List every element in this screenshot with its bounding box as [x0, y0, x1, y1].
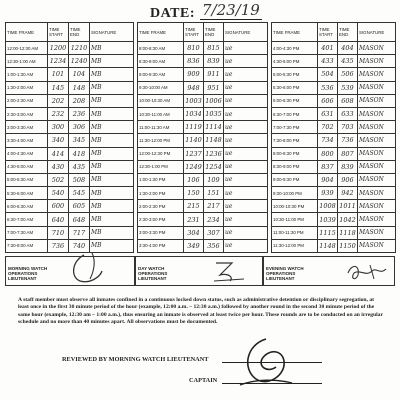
time-end-cell[interactable]: 633 [338, 107, 358, 120]
signature-cell[interactable]: ue [224, 173, 268, 186]
time-start-cell[interactable]: 215 [184, 200, 204, 213]
signature-cell[interactable]: MB [90, 107, 134, 120]
time-frame-cell: 10:30-11:00 PM [272, 213, 318, 226]
time-frame-cell: 5:30-6:00 AM [6, 187, 48, 200]
time-start-cell[interactable]: 349 [184, 239, 204, 252]
time-start-cell[interactable]: 401 [318, 42, 338, 55]
time-frame-cell: 7:00-7:30 PM [272, 121, 318, 134]
time-frame-cell: 2:30-3:00 PM [138, 213, 184, 226]
time-end-cell[interactable]: 404 [338, 42, 358, 55]
time-end-cell[interactable]: 1114 [204, 121, 224, 134]
time-end-cell[interactable]: 345 [69, 134, 90, 147]
signature-cell[interactable]: MB [90, 187, 134, 200]
signature-cell[interactable]: ue [224, 68, 268, 81]
signature-cell[interactable]: MASON [358, 121, 396, 134]
time-frame-cell: 8:00-8:30 PM [272, 147, 318, 160]
time-start-cell[interactable]: 640 [48, 213, 69, 226]
time-frame-cell: 6:30-7:00 PM [272, 107, 318, 120]
time-end-cell[interactable]: 148 [69, 81, 90, 94]
signature-cell[interactable]: MASON [358, 107, 396, 120]
table-row [6, 213, 396, 226]
time-frame-cell: 5:00-5:30 AM [6, 173, 48, 186]
signature-cell[interactable]: MASON [358, 213, 396, 226]
col-header: TIME START [318, 23, 338, 42]
signature-cell[interactable]: MB [90, 94, 134, 107]
signature-cell[interactable]: ue [224, 187, 268, 200]
time-end-cell[interactable]: 911 [204, 68, 224, 81]
time-frame-cell: 2:00-2:30 PM [138, 200, 184, 213]
time-end-cell[interactable]: 1006 [204, 94, 224, 107]
signature-cell[interactable]: ue [224, 147, 268, 160]
signature-cell[interactable]: MASON [358, 160, 396, 173]
time-start-cell[interactable]: 1148 [318, 239, 338, 252]
time-frame-cell: 7:00-7:30 AM [6, 226, 48, 239]
time-frame-cell: 10:00-10:30 PM [272, 200, 318, 213]
time-end-cell[interactable]: 807 [338, 147, 358, 160]
signature-cell[interactable]: MASON [358, 200, 396, 213]
time-start-cell[interactable]: 1119 [184, 121, 204, 134]
signature-cell[interactable]: ue [224, 42, 268, 55]
signature-cell[interactable]: ue [224, 134, 268, 147]
time-start-cell[interactable]: 939 [318, 187, 338, 200]
time-end-cell[interactable]: 208 [69, 94, 90, 107]
time-start-cell[interactable]: 1039 [318, 213, 338, 226]
table-row [6, 239, 396, 252]
time-end-cell[interactable]: 1254 [204, 160, 224, 173]
table-row [6, 107, 396, 120]
time-start-cell[interactable]: 145 [48, 81, 69, 94]
signature-cell[interactable]: MB [90, 160, 134, 173]
time-start-cell[interactable]: 1034 [184, 107, 204, 120]
col-header: SIGNATURE [224, 23, 268, 42]
time-frame-cell: 8:00-8:30 AM [138, 42, 184, 55]
time-frame-cell: 10:00-10:30 AM [138, 94, 184, 107]
table-row [6, 42, 396, 55]
time-frame-cell: 6:00-6:30 PM [272, 94, 318, 107]
rounds-log-table [5, 22, 396, 253]
rounds-log-body [6, 42, 396, 253]
signature-cell[interactable]: MASON [358, 42, 396, 55]
table-row [6, 81, 396, 94]
signature-cell[interactable]: MB [90, 55, 134, 68]
time-frame-cell: 2:30-3:00 AM [6, 107, 48, 120]
time-end-cell[interactable]: 506 [338, 68, 358, 81]
time-frame-cell: 8:30-9:00 AM [138, 55, 184, 68]
signature-cell[interactable]: MASON [358, 134, 396, 147]
time-start-cell[interactable]: 1200 [48, 42, 69, 55]
table-row [6, 173, 396, 186]
time-start-cell[interactable]: 414 [48, 147, 69, 160]
signoff-label: EVENING WATCH OPERATIONS LIEUTENANT [266, 266, 304, 281]
date-line [200, 19, 262, 20]
time-frame-cell: 11:00-11:30 AM [138, 121, 184, 134]
signature-cell[interactable]: MASON [358, 81, 396, 94]
signature-cell[interactable]: MB [90, 121, 134, 134]
time-frame-cell: 6:00-6:30 AM [6, 200, 48, 213]
time-frame-cell: 1:00-1:30 PM [138, 173, 184, 186]
time-start-cell[interactable]: 300 [48, 121, 69, 134]
time-end-cell[interactable]: 356 [204, 239, 224, 252]
signature-cell[interactable]: MASON [358, 173, 396, 186]
time-end-cell[interactable]: 508 [69, 173, 90, 186]
time-start-cell[interactable]: 504 [318, 68, 338, 81]
time-end-cell[interactable]: 1236 [204, 147, 224, 160]
time-end-cell[interactable]: 1240 [69, 55, 90, 68]
time-frame-cell: 4:30-5:00 AM [6, 160, 48, 173]
table-row [6, 187, 396, 200]
time-frame-cell: 6:30-7:00 AM [6, 213, 48, 226]
time-end-cell[interactable]: 1150 [338, 239, 358, 252]
time-start-cell[interactable]: 702 [318, 121, 338, 134]
observation-policy-notice: A staff member must observe all inmates confined in a continuous locked down status, such as administrative detention or disciplinary segregation, at least once in the first 30 minute period of the hour (example, 12:00 a.m. – 12:30 a.m.) followed by another round in the second 30 minute period of the same hour (example, 12:30 am – 1:00 a.m.), thus ensuring an inmate is observed at least twice per hour. These rounds are to be conducted on an irregular schedule and no more than 40 minutes apart. All observations must be documented. [18, 297, 383, 325]
time-end-cell[interactable]: 234 [204, 213, 224, 226]
time-start-cell[interactable]: 231 [184, 213, 204, 226]
time-frame-cell: 9:30-10:00 PM [272, 187, 318, 200]
signature-cell[interactable]: ue [224, 121, 268, 134]
signature-cell[interactable]: MB [90, 213, 134, 226]
time-start-cell[interactable]: 150 [184, 187, 204, 200]
time-end-cell[interactable]: 545 [69, 187, 90, 200]
signature-cell[interactable]: ue [224, 200, 268, 213]
time-start-cell[interactable]: 631 [318, 107, 338, 120]
col-header: TIME END [69, 23, 90, 42]
time-frame-cell: 1:30-2:00 AM [6, 81, 48, 94]
time-start-cell[interactable]: 1234 [48, 55, 69, 68]
lieutenant-signature-mark [210, 259, 250, 285]
col-header: TIME END [338, 23, 358, 42]
time-frame-cell: 11:30-12:00 PM [138, 134, 184, 147]
time-frame-cell: 1:00-1:30 AM [6, 68, 48, 81]
time-end-cell[interactable]: 1148 [204, 134, 224, 147]
time-start-cell[interactable]: 904 [318, 173, 338, 186]
captain-label: CAPTAIN [189, 377, 218, 384]
time-start-cell[interactable]: 101 [48, 68, 69, 81]
date-value: 7/23/19 [202, 1, 260, 19]
time-start-cell[interactable]: 1008 [318, 200, 338, 213]
time-end-cell[interactable]: 217 [204, 200, 224, 213]
time-frame-cell: 11:30-12:00 PM [272, 239, 318, 252]
time-end-cell[interactable]: 435 [338, 55, 358, 68]
signature-cell[interactable]: MB [90, 147, 134, 160]
time-frame-cell: 9:30-10:00 AM [138, 81, 184, 94]
evening-watch-signoff [263, 256, 395, 286]
time-end-cell[interactable]: 839 [338, 160, 358, 173]
time-frame-cell: 1:30-2:00 PM [138, 187, 184, 200]
time-frame-cell: 9:00-9:30 AM [138, 68, 184, 81]
signature-cell[interactable]: ue [224, 226, 268, 239]
reviewed-by-label: REVIEWED BY MORNING WATCH LIEUTENANT [62, 356, 209, 363]
time-frame-cell: 5:30-6:00 PM [272, 81, 318, 94]
time-start-cell[interactable]: 948 [184, 81, 204, 94]
time-start-cell[interactable]: 734 [318, 134, 338, 147]
signature-cell[interactable]: ue [224, 239, 268, 252]
table-row [6, 55, 396, 68]
time-end-cell[interactable]: 951 [204, 81, 224, 94]
time-start-cell[interactable]: 606 [318, 94, 338, 107]
time-start-cell[interactable]: 106 [184, 173, 204, 186]
table-row [6, 226, 396, 239]
time-start-cell[interactable]: 202 [48, 94, 69, 107]
time-frame-cell: 12:30-1:00 PM [138, 160, 184, 173]
signature-cell[interactable]: MASON [358, 147, 396, 160]
time-end-cell[interactable]: 648 [69, 213, 90, 226]
time-start-cell[interactable]: 600 [48, 200, 69, 213]
signature-cell[interactable]: MASON [358, 55, 396, 68]
time-end-cell[interactable]: 717 [69, 226, 90, 239]
time-start-cell[interactable]: 810 [184, 42, 204, 55]
col-header: SIGNATURE [358, 23, 396, 42]
signature-cell[interactable]: MB [90, 173, 134, 186]
time-frame-cell: 2:00-2:30 AM [6, 94, 48, 107]
time-start-cell[interactable]: 1003 [184, 94, 204, 107]
time-frame-cell: 7:30-8:00 PM [272, 134, 318, 147]
time-start-cell[interactable]: 836 [184, 55, 204, 68]
signature-cell[interactable]: ue [224, 55, 268, 68]
time-frame-cell: 4:00-4:30 AM [6, 147, 48, 160]
time-start-cell[interactable]: 1115 [318, 226, 338, 239]
time-end-cell[interactable]: 307 [204, 226, 224, 239]
time-frame-cell: 3:30-4:00 AM [6, 134, 48, 147]
time-end-cell[interactable]: 608 [338, 94, 358, 107]
time-start-cell[interactable]: 837 [318, 160, 338, 173]
time-end-cell[interactable]: 1210 [69, 42, 90, 55]
time-frame-cell: 8:30-9:00 PM [272, 160, 318, 173]
time-start-cell[interactable]: 232 [48, 107, 69, 120]
time-end-cell[interactable]: 740 [69, 239, 90, 252]
day-watch-signoff [135, 256, 263, 286]
signature-cell[interactable]: MASON [358, 68, 396, 81]
time-end-cell[interactable]: 605 [69, 200, 90, 213]
time-end-cell[interactable]: 815 [204, 42, 224, 55]
time-frame-cell: 12:30-1:00 AM [6, 55, 48, 68]
morning-watch-signoff [5, 256, 135, 286]
signature-cell[interactable]: MB [90, 226, 134, 239]
time-end-cell[interactable]: 1042 [338, 213, 358, 226]
time-end-cell[interactable]: 151 [204, 187, 224, 200]
signoff-label: MORNING WATCH OPERATIONS LIEUTENANT [8, 266, 48, 281]
signature-cell[interactable]: MB [90, 134, 134, 147]
time-frame-cell: 3:00-3:30 AM [6, 121, 48, 134]
lieutenant-signature-mark [344, 259, 394, 285]
table-row [6, 147, 396, 160]
time-end-cell[interactable]: 1118 [338, 226, 358, 239]
time-start-cell[interactable]: 536 [318, 81, 338, 94]
time-start-cell[interactable]: 1237 [184, 147, 204, 160]
time-start-cell[interactable]: 540 [48, 187, 69, 200]
time-end-cell[interactable]: 104 [69, 68, 90, 81]
signature-cell[interactable]: MB [90, 239, 134, 252]
time-frame-cell: 10:30-11:00 AM [138, 107, 184, 120]
signature-cell[interactable]: ue [224, 160, 268, 173]
time-end-cell[interactable]: 109 [204, 173, 224, 186]
time-start-cell[interactable]: 909 [184, 68, 204, 81]
time-end-cell[interactable]: 736 [338, 134, 358, 147]
time-frame-cell: 11:00-11:30 PM [272, 226, 318, 239]
time-start-cell[interactable]: 710 [48, 226, 69, 239]
time-start-cell[interactable]: 304 [184, 226, 204, 239]
signoff-label: DAY WATCH OPERATIONS LIEUTENANT [138, 266, 168, 281]
signature-cell[interactable]: MASON [358, 239, 396, 252]
signature-cell[interactable]: MASON [358, 187, 396, 200]
captain-signature-line [222, 383, 322, 384]
time-frame-cell: 3:00-3:30 PM [138, 226, 184, 239]
time-frame-cell: 12:00-12:30 PM [138, 147, 184, 160]
signature-cell[interactable]: MB [90, 81, 134, 94]
time-frame-cell: 12:00-12:30 AM [6, 42, 48, 55]
table-row [6, 134, 396, 147]
time-end-cell[interactable]: 306 [69, 121, 90, 134]
time-frame-cell: 4:00-4:30 PM [272, 42, 318, 55]
col-header: TIME START [48, 23, 69, 42]
time-end-cell[interactable]: 839 [204, 55, 224, 68]
time-end-cell[interactable]: 1011 [338, 200, 358, 213]
table-header-row [6, 23, 396, 42]
signature-cell[interactable]: ue [224, 213, 268, 226]
table-row [6, 94, 396, 107]
time-frame-cell: 5:00-5:30 PM [272, 68, 318, 81]
signature-cell[interactable]: MASON [358, 226, 396, 239]
time-start-cell[interactable]: 736 [48, 239, 69, 252]
time-start-cell[interactable]: 340 [48, 134, 69, 147]
time-start-cell[interactable]: 430 [48, 160, 69, 173]
col-header: SIGNATURE [90, 23, 134, 42]
signature-cell[interactable]: ue [224, 107, 268, 120]
col-header: TIME START [184, 23, 204, 42]
time-frame-cell: 4:30-5:00 PM [272, 55, 318, 68]
time-end-cell[interactable]: 236 [69, 107, 90, 120]
signature-cell[interactable]: MB [90, 68, 134, 81]
signature-cell[interactable]: ue [224, 94, 268, 107]
table-row [6, 200, 396, 213]
col-header: TIME END [204, 23, 224, 42]
col-header: TIME FRAME [272, 23, 318, 42]
time-start-cell[interactable]: 1249 [184, 160, 204, 173]
signature-cell[interactable]: MB [90, 200, 134, 213]
signature-cell[interactable]: MASON [358, 94, 396, 107]
time-start-cell[interactable]: 433 [318, 55, 338, 68]
date-label: DATE: [150, 6, 196, 21]
table-row [6, 121, 396, 134]
time-end-cell[interactable]: 906 [338, 173, 358, 186]
table-row [6, 160, 396, 173]
signature-cell[interactable]: ue [224, 81, 268, 94]
time-frame-cell: 3:30-4:00 PM [138, 239, 184, 252]
time-end-cell[interactable]: 435 [69, 160, 90, 173]
time-frame-cell: 7:30-8:00 AM [6, 239, 48, 252]
time-end-cell[interactable]: 703 [338, 121, 358, 134]
lieutenant-signature-mark [66, 251, 116, 285]
time-end-cell[interactable]: 418 [69, 147, 90, 160]
col-header: TIME FRAME [138, 23, 184, 42]
time-end-cell[interactable]: 942 [338, 187, 358, 200]
time-start-cell[interactable]: 1140 [184, 134, 204, 147]
table-row [6, 68, 396, 81]
time-end-cell[interactable]: 1035 [204, 107, 224, 120]
signoff-section [5, 256, 395, 286]
signature-cell[interactable]: MB [90, 42, 134, 55]
time-start-cell[interactable]: 800 [318, 147, 338, 160]
time-frame-cell: 9:00-9:30 PM [272, 173, 318, 186]
col-header: TIME FRAME [6, 23, 48, 42]
time-start-cell[interactable]: 502 [48, 173, 69, 186]
time-end-cell[interactable]: 539 [338, 81, 358, 94]
